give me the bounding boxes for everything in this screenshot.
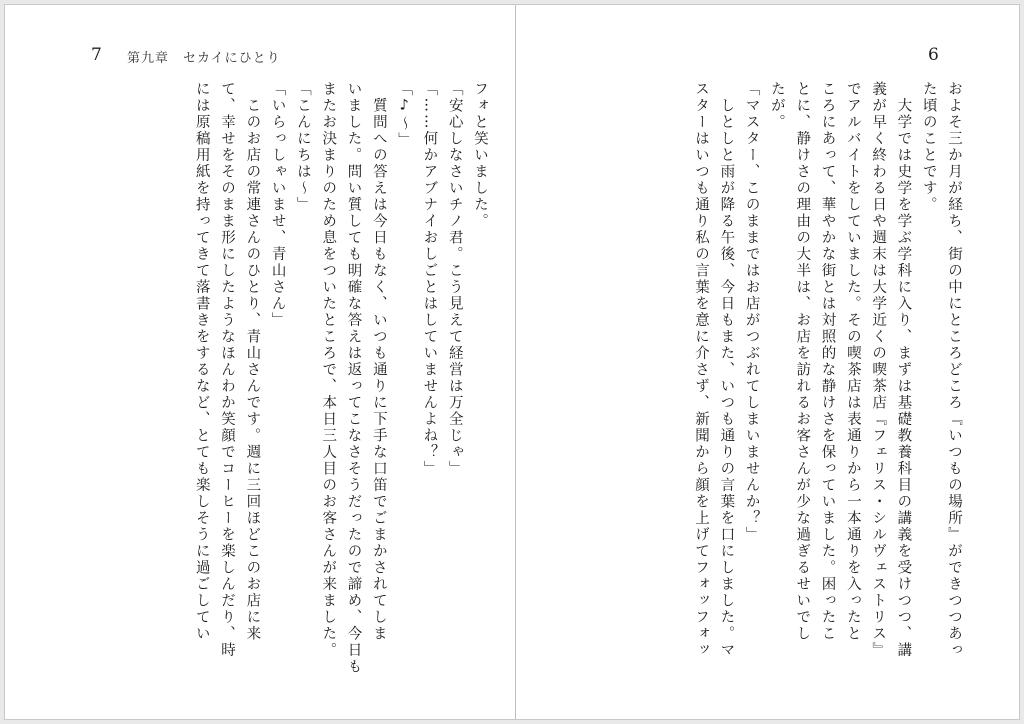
left-page-body <box>87 81 492 701</box>
text-line: 「こんにちは〜」 <box>294 81 311 213</box>
text-line: およそ三か月が経ち、街の中にところどころ『いつもの場所』ができつつあっ <box>946 81 962 659</box>
book-spread <box>4 4 1020 720</box>
running-head: 第九章 セカイにひとり <box>127 51 281 66</box>
text-line: た頃のことです。 <box>920 81 937 213</box>
text-line: またお決まりのため息をついたところで、本日三人目のお客さんが来ました。 <box>320 81 337 659</box>
right-page-body <box>586 81 966 701</box>
text-line: とに、静けさの理由の大半は、お店を訪れるお客さんが少な過ぎるせいでし <box>794 81 811 642</box>
text-line: フォと笑いました。 <box>472 81 488 230</box>
text-line: 「……何かアブナイおしごとはしていませんよね？」 <box>421 81 438 477</box>
text-line: 「マスター、このままではお店がつぶれてしまいませんか？」 <box>743 81 760 543</box>
text-line: 義が早く終わる日や週末は大学近くの喫茶店『フェリス・シルヴェストリス』 <box>870 81 887 659</box>
text-line: たが。 <box>768 81 785 131</box>
text-line: いました。問い質しても明確な答えは返ってこなさそうだったので諦め、今日も <box>345 81 362 675</box>
text-line: スターはいつも通り私の言葉を意に介さず、新聞から顔を上げてフォッフォッ <box>693 81 710 659</box>
text-line: 大学では史学を学ぶ学科に入り、まずは基礎教養科目の講義を受けつつ、講 <box>895 81 912 659</box>
text-line: ころにあって、華やかな街とは対照的な静けさを保っていました。困ったこ <box>819 81 836 642</box>
page-number-left: 7 <box>91 45 102 65</box>
text-line: には原稿用紙を持ってきて落書きをするなど、とても楽しそうに過ごしてい <box>193 81 210 642</box>
text-line: しとしと雨が降る午後、今日もまた、いつも通りの言葉を口にしました。マ <box>718 81 735 659</box>
text-line: て、幸せをそのまま形にしたようなほんわか笑顔でコーヒーを楽しんだり、時 <box>219 81 236 659</box>
text-line: 質問への答えは今日もなく、いつも通りに下手な口笛でごまかされてしま <box>370 81 387 642</box>
left-page <box>5 5 515 719</box>
text-line: このお店の常連さんのひとり、青山さんです。週に三回ほどこのお店に来 <box>244 81 261 642</box>
right-page <box>516 5 1021 719</box>
page-number-right: 6 <box>928 45 939 65</box>
text-line: 「安心しなさいチノ君。こう見えて経営は万全じゃ」 <box>446 81 463 477</box>
text-line: 「♪〜」 <box>396 81 413 149</box>
text-line: 「いらっしゃいませ、青山さん」 <box>269 81 286 329</box>
text-line: でアルバイトをしていました。その喫茶店は表通りから一本通りを入ったと <box>844 81 861 642</box>
